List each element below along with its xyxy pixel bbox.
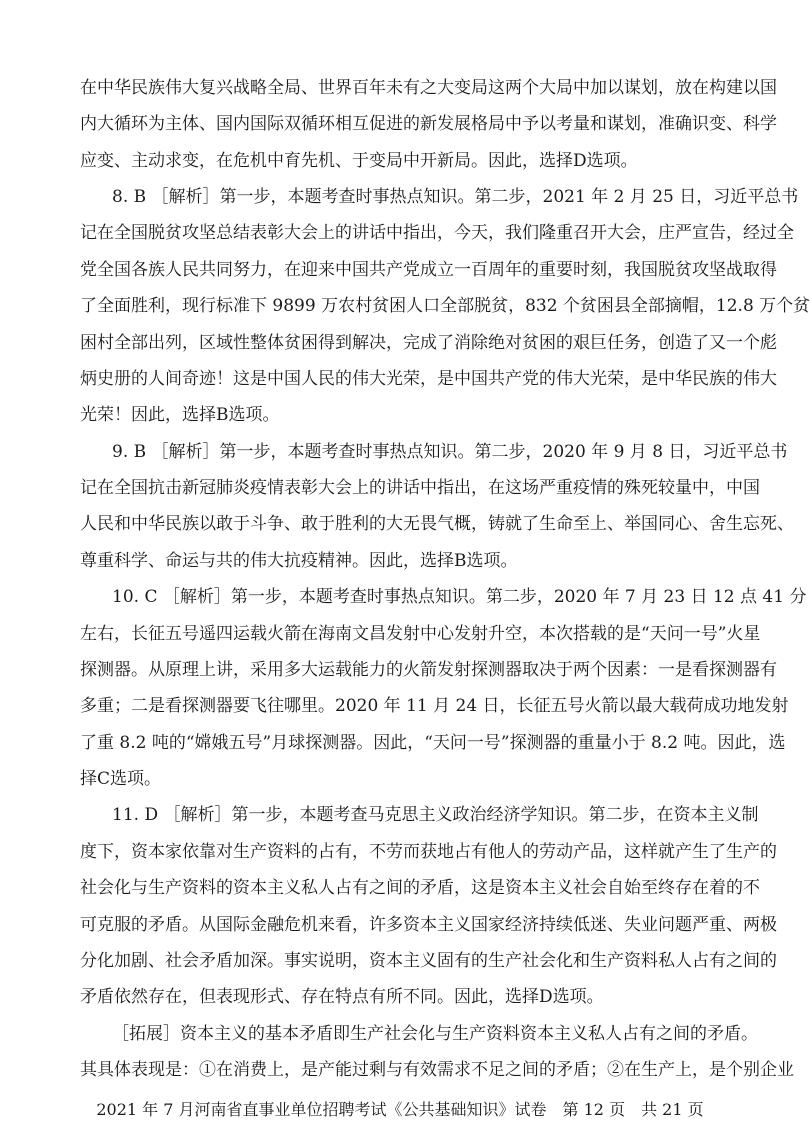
text-line: 内大循环为主体、国内国际双循环相互促进的新发展格局中予以考量和谋划，准确识变、科学 [80, 114, 777, 134]
text-line: 左右，长征五号遥四运载火箭在海南文昌发射中心发射升空，本次搭载的是“天问一号”火星 [80, 624, 761, 644]
text-line: 矛盾依然存在，但表现形式、存在特点有所不同。因此，选择D选项。 [80, 987, 604, 1007]
extension-line: ［拓展］资本主义的基本矛盾即生产社会化与生产资料资本主义私人占有之间的矛盾。 [112, 1024, 758, 1044]
answer-11-line: 11. D ［解析］第一步，本题考查马克思主义政治经济学知识。第二步，在资本主义制 [112, 805, 759, 825]
text-line: 社会化与生产资料的资本主义私人占有之间的矛盾，这是资本主义社会自始至终存在着的不 [80, 878, 760, 898]
text-line: 记在全国脱贫攻坚总结表彰大会上的讲话中指出，今天，我们隆重召开大会，庄严宣告，经过全 [80, 223, 794, 243]
text-line: 多重；二是看探测器要飞往哪里。2020 年 11 月 24 日，长征五号火箭以最大载荷成功地发射 [80, 696, 789, 716]
text-line: 人民和中华民族以敢于斗争、敢于胜利的大无畏气概，铸就了生命至上、举国同心、舍生忘死、 [80, 514, 794, 534]
text-line: 分化加剧、社会矛盾加深。事实说明，资本主义固有的生产社会化和生产资料私人占有之间的 [80, 951, 777, 971]
text-line: 炳史册的人间奇迹！这是中国人民的伟大光荣，是中国共产党的伟大光荣，是中华民族的伟大 [80, 369, 777, 389]
text-line: 了重 8.2 吨的“嫦娥五号”月球探测器。因此，“天问一号”探测器的重量小于 8.2 吨。因此，选 [80, 733, 786, 753]
text-line: 可克服的矛盾。从国际金融危机来看，许多资本主义国家经济持续低迷、失业问题严重、两极 [80, 915, 777, 935]
text-line: 困村全部出列，区域性整体贫困得到解决，完成了消除绝对贫困的艰巨任务，创造了又一个彪 [80, 333, 777, 353]
text-line: 其具体表现是：①在消费上，是产能过剩与有效需求不足之间的矛盾；②在生产上，是个别企业 [80, 1060, 794, 1080]
text-line: 探测器。从原理上讲，采用多大运载能力的火箭发射探测器取决于两个因素：一是看探测器有 [80, 660, 777, 680]
text-line: 了全面胜利，现行标准下 9899 万农村贫困人口全部脱贫，832 个贫困县全部摘帽，12.8 万个贫 [80, 296, 810, 316]
text-line: 应变、主动求变，在危机中育先机、于变局中开新局。因此，选择D选项。 [80, 151, 638, 171]
answer-10-line: 10. C ［解析］第一步，本题考查时事热点知识。第二步，2020 年 7 月 23 日 12 点 41 分 [112, 587, 807, 607]
text-line: 尊重科学、命运与共的伟大抗疫精神。因此，选择B选项。 [80, 551, 518, 571]
answer-9-line: 9. B ［解析］第一步，本题考查时事热点知识。第二步，2020 年 9 月 8 日，习近平总书 [112, 442, 788, 462]
text-line: 在中华民族伟大复兴战略全局、世界百年未有之大变局这两个大局中加以谋划，放在构建以国 [80, 78, 777, 98]
page-footer: 2021 年 7 月河南省直事业单位招聘考试《公共基础知识》试卷 第 12 页 共 21 页 [96, 1100, 704, 1119]
answer-8-line: 8. B ［解析］第一步，本题考查时事热点知识。第二步，2021 年 2 月 25 日，习近平总书 [112, 187, 799, 207]
text-line: 党全国各族人民共同努力，在迎来中国共产党成立一百周年的重要时刻，我国脱贫攻坚战取得 [80, 260, 777, 280]
text-line: 择C选项。 [80, 769, 162, 789]
text-line: 光荣！因此，选择B选项。 [80, 405, 280, 425]
text-line: 记在全国抗击新冠肺炎疫情表彰大会上的讲话中指出，在这场严重疫情的殊死较量中，中国 [80, 478, 760, 498]
text-line: 度下，资本家依靠对生产资料的占有，不劳而获地占有他人的劳动产品，这样就产生了生产的 [80, 842, 777, 862]
